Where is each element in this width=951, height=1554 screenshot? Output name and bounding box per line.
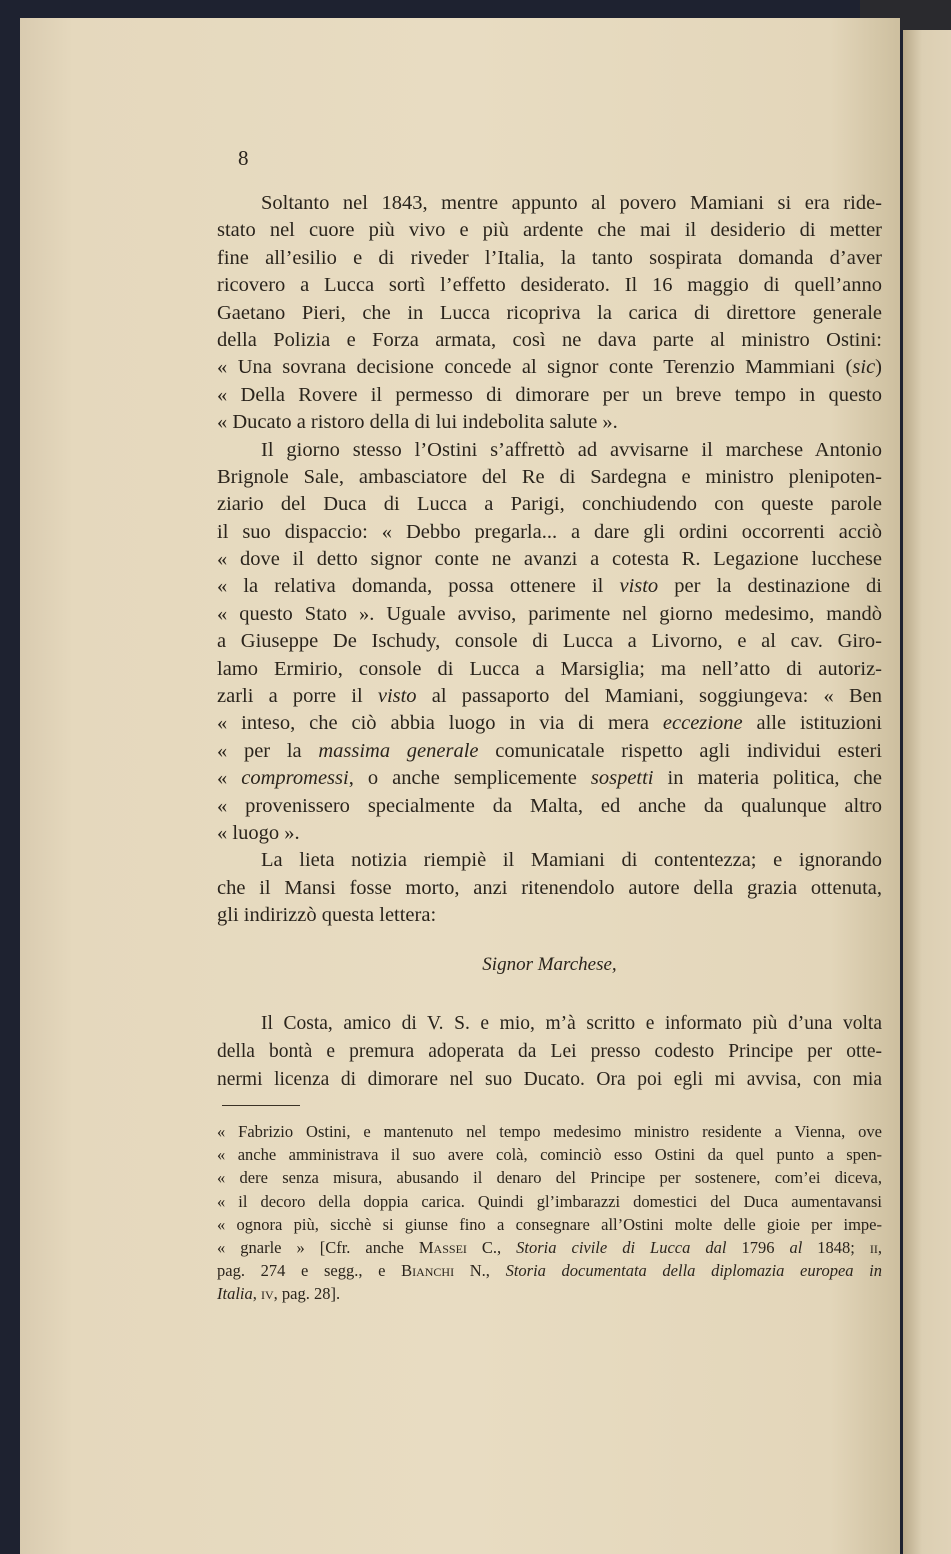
text-line xyxy=(217,217,882,244)
text-line xyxy=(217,656,882,683)
text-line xyxy=(217,710,882,737)
text-segment: « per la xyxy=(217,739,319,762)
italic-text: sospetti xyxy=(590,767,654,790)
italic-text: visto xyxy=(619,575,659,598)
text-segment: , xyxy=(877,1237,882,1257)
text-segment: « anche amministrava il suo avere colà, cominciò esso Ostini da quel punto a spen- xyxy=(217,1145,882,1165)
text-line xyxy=(217,738,882,765)
footnote xyxy=(217,1120,882,1306)
text-line xyxy=(217,1190,882,1213)
text-line xyxy=(217,1213,882,1236)
text-line xyxy=(217,1010,882,1038)
text-segment: « luogo ». xyxy=(217,821,300,844)
text-segment: « gnarle » [Cfr. anche xyxy=(217,1237,419,1257)
text-line xyxy=(217,245,882,272)
text-segment: lamo Ermirio, console di Lucca a Marsiglia; ma nell’atto di autoriz- xyxy=(217,657,882,680)
text-line xyxy=(217,409,882,436)
text-segment: « il decoro della doppia carica. Quindi gl’imbarazzi domestici del Duca aumentavansi xyxy=(217,1191,882,1211)
text-segment: « xyxy=(217,767,242,790)
text-segment: della bontà e premura adoperata da Lei presso codesto Principe per otte- xyxy=(217,1041,882,1062)
text-segment: al passaporto del Mamiani, soggiungeva: « Ben xyxy=(416,685,882,708)
small-caps-text: iv xyxy=(261,1284,274,1304)
text-segment: che il Mansi fosse morto, anzi ritenendolo autore della grazia ottenuta, xyxy=(217,876,882,899)
text-segment: C., xyxy=(466,1237,517,1257)
text-segment: zarli a porre il xyxy=(217,685,378,708)
text-line xyxy=(217,765,882,792)
text-segment: comunicatale rispetto agli individui esteri xyxy=(478,739,882,762)
small-caps-text: Bianchi xyxy=(401,1261,455,1281)
letter-text xyxy=(217,1010,882,1094)
text-segment: « Ducato a ristoro della di lui indebolita salute ». xyxy=(217,411,618,434)
text-line xyxy=(217,1166,882,1189)
text-line xyxy=(217,491,882,518)
text-segment: « Della Rovere il permesso di dimorare per un breve tempo in questo xyxy=(217,383,882,406)
text-segment: pag. 274 e segg., e xyxy=(217,1261,402,1281)
italic-text: Storia civile di Lucca dal xyxy=(516,1237,727,1257)
text-segment: Soltanto nel 1843, mentre appunto al povero Mamiani si era ride- xyxy=(261,192,882,214)
facing-page-edge xyxy=(903,30,951,1554)
text-segment: gli indirizzò questa lettera: xyxy=(217,904,437,927)
text-line xyxy=(217,546,882,573)
text-line xyxy=(217,354,882,381)
text-line xyxy=(217,1259,882,1282)
text-line xyxy=(217,1236,882,1259)
text-line xyxy=(217,300,882,327)
text-segment: « dove il detto signor conte ne avanzi a cotesta R. Legazione lucchese xyxy=(217,548,882,571)
page-number: 8 xyxy=(238,146,249,170)
text-line xyxy=(217,683,882,710)
italic-text: sic xyxy=(852,356,876,379)
text-segment: ) xyxy=(875,356,882,379)
text-segment: stato nel cuore più vivo e più ardente che mai il desiderio di metter xyxy=(217,219,882,242)
text-segment: della Polizia e Forza armata, così ne dava parte al ministro Ostini: xyxy=(217,328,882,351)
text-segment: alle istituzioni xyxy=(742,712,882,735)
italic-text: eccezione xyxy=(662,712,743,735)
text-segment: , o anche semplicemente xyxy=(348,767,591,790)
text-line xyxy=(217,1120,882,1143)
text-line xyxy=(217,1282,882,1305)
italic-text: Italia xyxy=(217,1284,253,1304)
text-line xyxy=(217,902,882,929)
text-line xyxy=(217,1143,882,1166)
small-caps-text: Massei xyxy=(418,1237,467,1257)
text-segment: , pag. 28]. xyxy=(273,1284,341,1304)
text-segment: per la destinazione di xyxy=(658,575,882,598)
text-segment: 1796 xyxy=(726,1237,790,1257)
text-segment: La lieta notizia riempiè il Mamiani di contentezza; e ignorando xyxy=(261,849,882,872)
text-line xyxy=(217,875,882,902)
text-line xyxy=(217,437,882,464)
text-segment: « la relativa domanda, possa ottenere il xyxy=(217,575,620,598)
text-line xyxy=(217,382,882,409)
text-segment: « questo Stato ». Uguale avviso, parimente nel giorno medesimo, mandò xyxy=(217,602,882,625)
text-segment: Gaetano Pieri, che in Lucca ricopriva la carica di direttore generale xyxy=(217,301,882,324)
text-segment: Il giorno stesso l’Ostini s’affrettò ad avvisarne il marchese Antonio xyxy=(261,438,882,461)
text-line xyxy=(217,820,882,847)
footnote-rule xyxy=(222,1105,300,1106)
main-text xyxy=(217,190,882,930)
text-segment: ricovero a Lucca sortì l’effetto desiderato. Il 16 maggio di quell’anno xyxy=(217,274,882,297)
text-segment: Brignole Sale, ambasciatore del Re di Sardegna e ministro plenipoten- xyxy=(217,465,882,488)
text-segment: , xyxy=(252,1284,261,1304)
text-line xyxy=(217,601,882,628)
text-segment: N., xyxy=(454,1261,506,1281)
small-caps-text: ii xyxy=(869,1237,878,1257)
text-line xyxy=(217,464,882,491)
italic-text: massima generale xyxy=(318,739,479,762)
text-segment: « provenissero specialmente da Malta, ed anche da qualunque altro xyxy=(217,794,882,817)
text-line xyxy=(217,272,882,299)
letter-salutation: Signor Marchese, xyxy=(482,954,617,975)
text-segment: il suo dispaccio: « Debbo pregarla... a dare gli ordini occorrenti acciò xyxy=(217,520,882,543)
text-line xyxy=(217,519,882,546)
text-line xyxy=(217,1066,882,1094)
text-segment: « ognora più, sicchè si giunse fino a consegnare all’Ostini molte delle gioie per impe- xyxy=(217,1214,882,1234)
italic-text: visto xyxy=(377,685,417,708)
text-segment: ziario del Duca di Lucca a Parigi, conchiudendo con queste parole xyxy=(217,493,882,516)
text-line xyxy=(217,847,882,874)
text-segment: a Giuseppe De Ischudy, console di Lucca a Livorno, e al cav. Giro- xyxy=(217,630,882,653)
text-line xyxy=(217,793,882,820)
italic-text: compromessi xyxy=(241,767,349,790)
text-line xyxy=(217,327,882,354)
text-segment: 1848; xyxy=(802,1237,870,1257)
text-segment: nermi licenza di dimorare nel suo Ducato. Ora poi egli mi avvisa, con mia xyxy=(217,1069,882,1090)
text-segment: « Fabrizio Ostini, e mantenuto nel tempo medesimo ministro residente a Vienna, ove xyxy=(217,1122,882,1141)
text-segment: « inteso, che ciò abbia luogo in via di mera xyxy=(217,712,663,735)
text-line xyxy=(217,1038,882,1066)
text-line xyxy=(217,573,882,600)
text-segment: « dere senza misura, abusando il denaro del Principe per sostenere, com’ei diceva, xyxy=(217,1168,882,1188)
italic-text: Storia documentata della diplomazia europea in xyxy=(505,1261,882,1281)
italic-text: al xyxy=(789,1237,803,1257)
text-line xyxy=(217,190,882,217)
text-segment: fine all’esilio e di riveder l’Italia, la tanto sospirata domanda d’aver xyxy=(217,246,882,269)
text-segment: in materia politica, che xyxy=(653,767,883,790)
text-line xyxy=(217,628,882,655)
text-segment: « Una sovrana decisione concede al signor conte Terenzio Mammiani ( xyxy=(217,356,853,379)
text-segment: Il Costa, amico di V. S. e mio, m’à scritto e informato più d’una volta xyxy=(261,1013,882,1034)
